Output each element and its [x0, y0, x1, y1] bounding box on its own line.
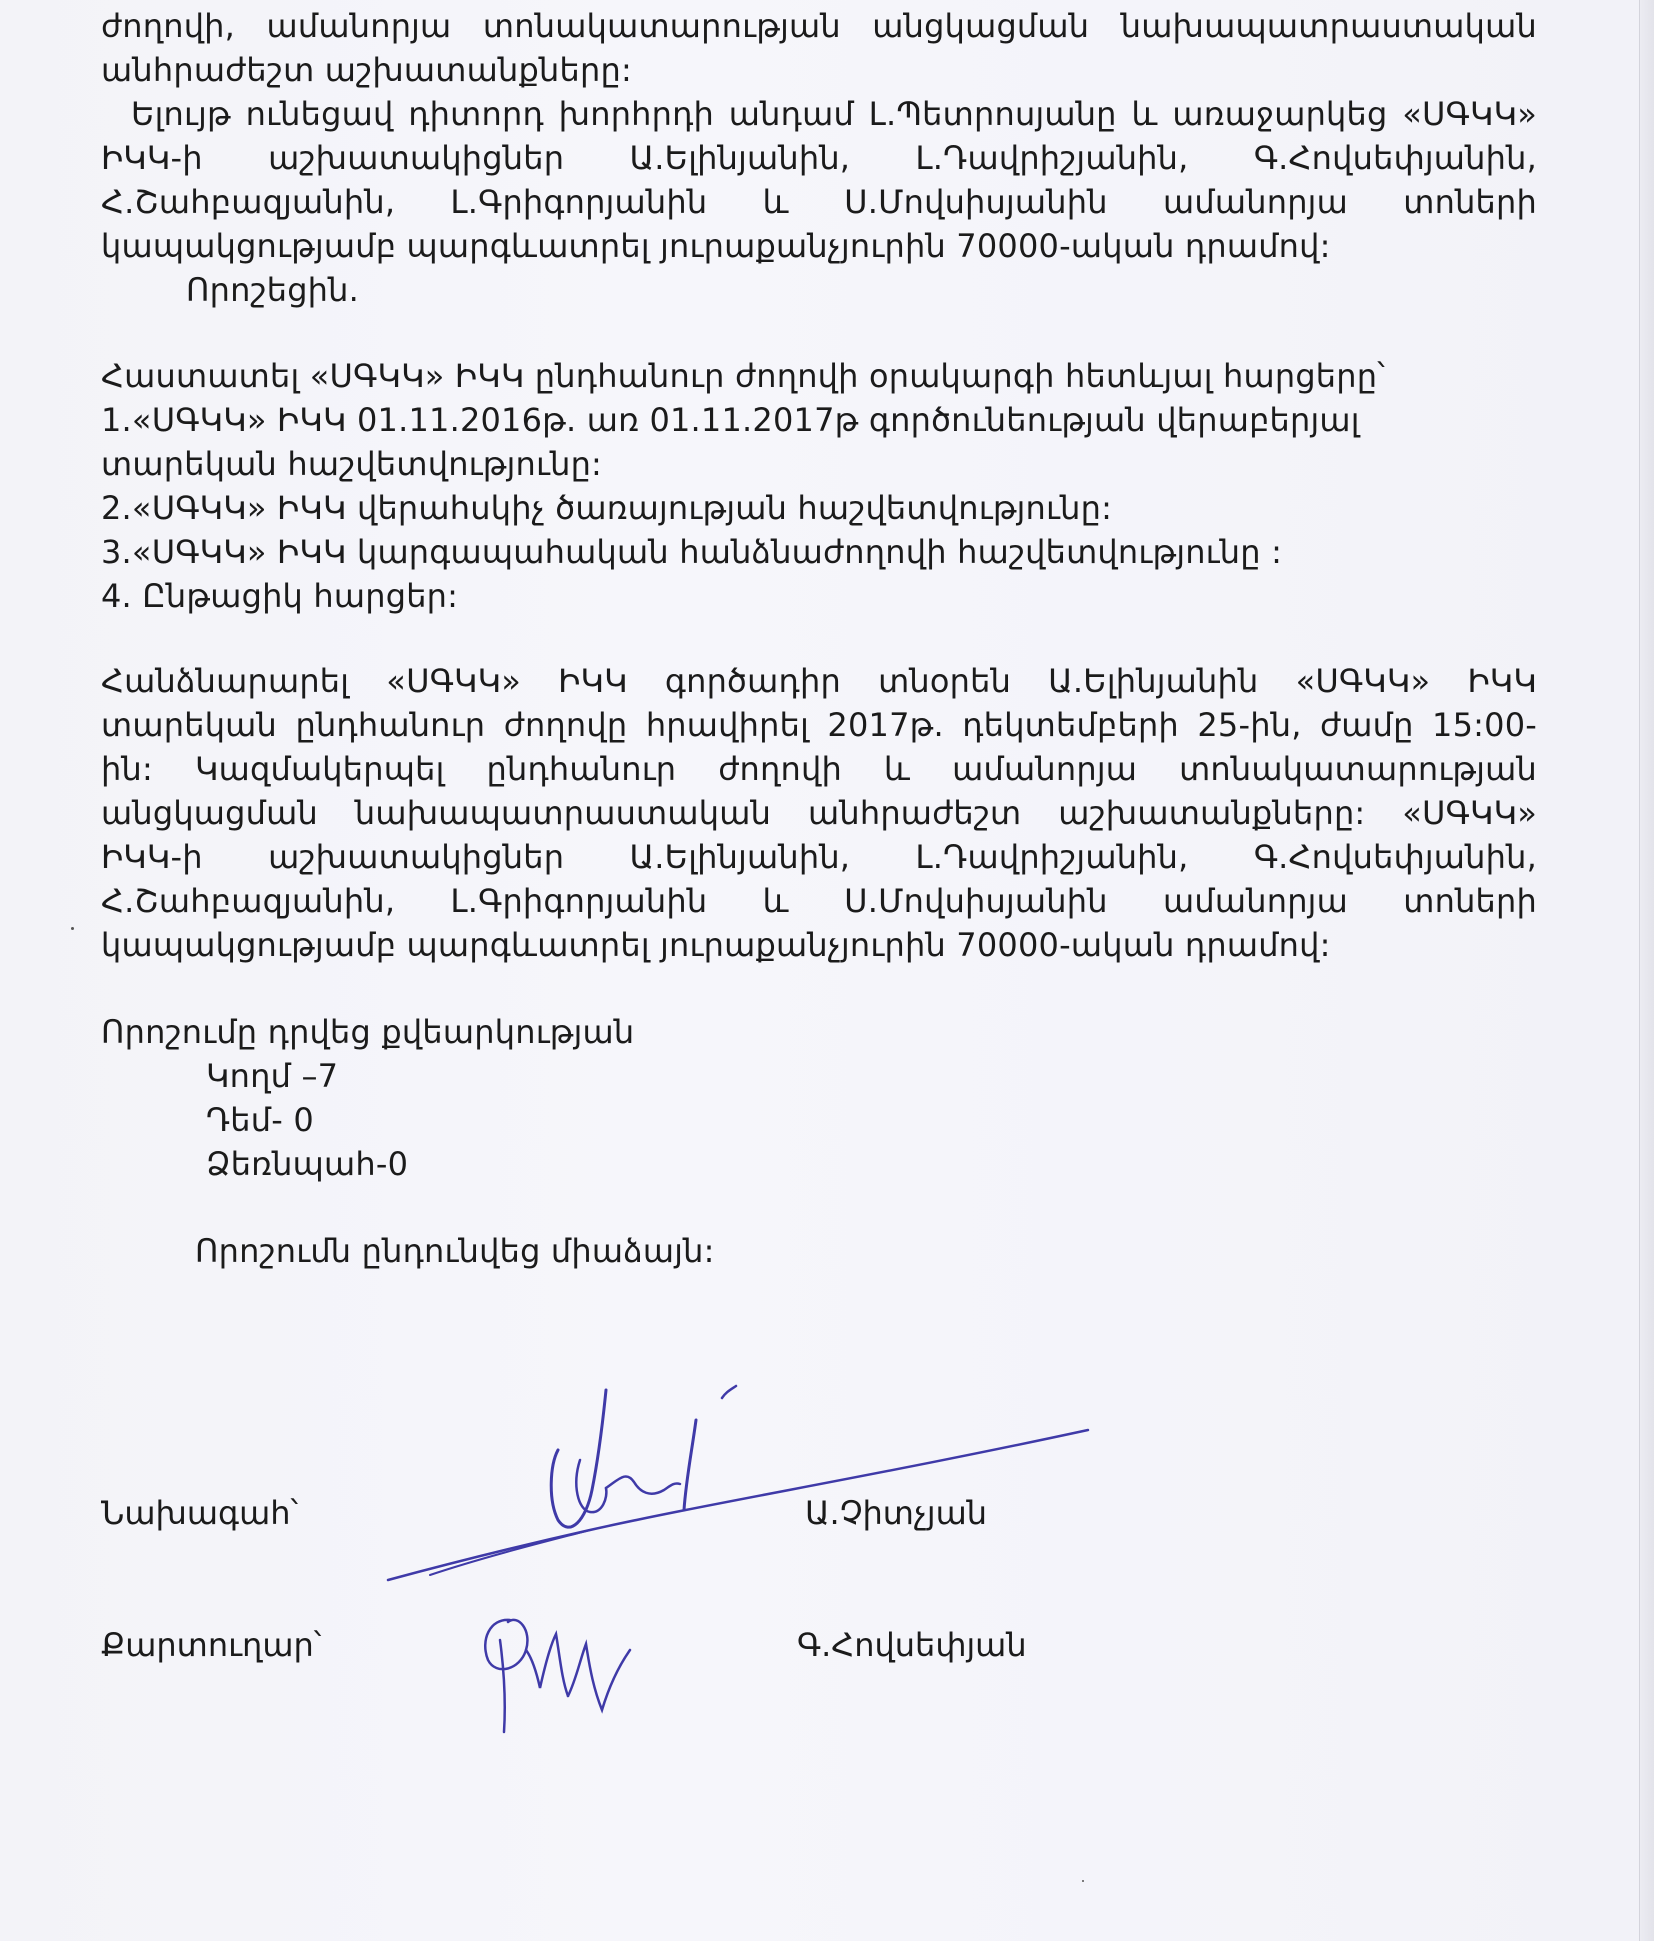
vote-abstain: Ձեռնպահ-0	[206, 1145, 409, 1183]
vote-result: Որոշումն ընդունվեց միաձայն:	[195, 1232, 715, 1270]
paragraph-mandate	[101, 659, 1537, 967]
agenda-item: 1.«ՍԳԿԿ» ԻԿԿ 01.11.2016թ. առ 01.11.2017թ գործունեության վերաբերյալ	[101, 401, 1360, 439]
text-line: կապակցությամբ պարգևատրել յուրաքանչյուրին 70000-ական դրամով:	[101, 227, 1331, 265]
text-line: Հ.Շահբազյանին, Լ.Գրիգորյանին և Ս.Մովսիսյանին ամանորյա տոների	[101, 183, 1537, 221]
text-line: Հանձնարարել «ՍԳԿԿ» ԻԿԿ գործադիր տնօրեն Ա.Ելինյանին «ՍԳԿԿ» ԻԿԿ	[101, 662, 1537, 700]
secretary-label: Քարտուղար՝	[101, 1626, 322, 1664]
agenda-item: 2.«ՍԳԿԿ» ԻԿԿ վերահսկիչ ծառայության հաշվետվությունը:	[101, 489, 1113, 527]
text-line: տարեկան ընդհանուր ժողովը հրավիրել 2017թ. դեկտեմբերի 25-ին, ժամը 15:00-	[101, 706, 1537, 744]
agenda-item: տարեկան հաշվետվությունը:	[101, 445, 603, 483]
vote-block	[101, 1010, 1537, 1186]
text-line: ին: Կազմակերպել ընդհանուր ժողովի և ամանորյա տոնակատարության	[101, 750, 1537, 788]
text-line: անհրաժեշտ աշխատանքները:	[101, 51, 632, 89]
agenda-intro: Հաստատել «ՍԳԿԿ» ԻԿԿ ընդհանուր ժողովի օրակարգի հետևյալ հարցերը՝	[101, 357, 1386, 395]
chair-label: Նախագահ՝	[101, 1494, 299, 1532]
vote-intro: Որոշումը դրվեց քվեարկության	[101, 1013, 635, 1051]
text-line: Հ.Շահբազյանին, Լ.Գրիգորյանին և Ս.Մովսիսյանին ամանորյա տոների	[101, 882, 1537, 920]
chair-name: Ա.Չիտչյան	[805, 1494, 988, 1532]
vote-against: Դեմ- 0	[206, 1101, 314, 1139]
paragraph-proposal	[101, 92, 1537, 312]
vote-for: Կողմ –7	[206, 1057, 339, 1095]
text-line: Ելույթ ունեցավ դիտորդ խորհրդի անդամ Լ.Պետրոսյանը և առաջարկեց «ՍԳԿԿ»	[131, 95, 1537, 133]
secretary-name: Գ.Հովսեփյան	[797, 1626, 1027, 1664]
agenda-item: 4. Ընթացիկ հարցեր:	[101, 577, 459, 615]
text-line: անցկացման նախապատրաստական անհրաժեշտ աշխատանքները: «ՍԳԿԿ»	[101, 794, 1537, 832]
paragraph-top	[101, 4, 1537, 92]
decided-label: Որոշեցին.	[186, 271, 360, 309]
chair-signature	[380, 1370, 1100, 1590]
result-block	[195, 1229, 1095, 1273]
scan-speck	[71, 927, 74, 930]
text-line: ԻԿԿ-ի աշխատակիցներ Ա.Ելինյանին, Լ.Դավրիշյանին, Գ.Հովսեփյանին,	[101, 139, 1537, 177]
page-edge	[1639, 0, 1654, 1941]
text-line: կապակցությամբ պարգևատրել յուրաքանչյուրին 70000-ական դրամով:	[101, 926, 1331, 964]
secretary-signature	[470, 1600, 650, 1740]
scan-speck	[1082, 1880, 1084, 1882]
agenda-block	[101, 354, 1537, 618]
agenda-item: 3.«ՍԳԿԿ» ԻԿԿ կարգապահական հանձնաժողովի հաշվետվությունը :	[101, 533, 1283, 571]
text-line: ժողովի, ամանորյա տոնակատարության անցկացման նախապատրաստական	[101, 7, 1537, 45]
text-line: ԻԿԿ-ի աշխատակիցներ Ա.Ելինյանին, Լ.Դավրիշյանին, Գ.Հովսեփյանին,	[101, 838, 1537, 876]
